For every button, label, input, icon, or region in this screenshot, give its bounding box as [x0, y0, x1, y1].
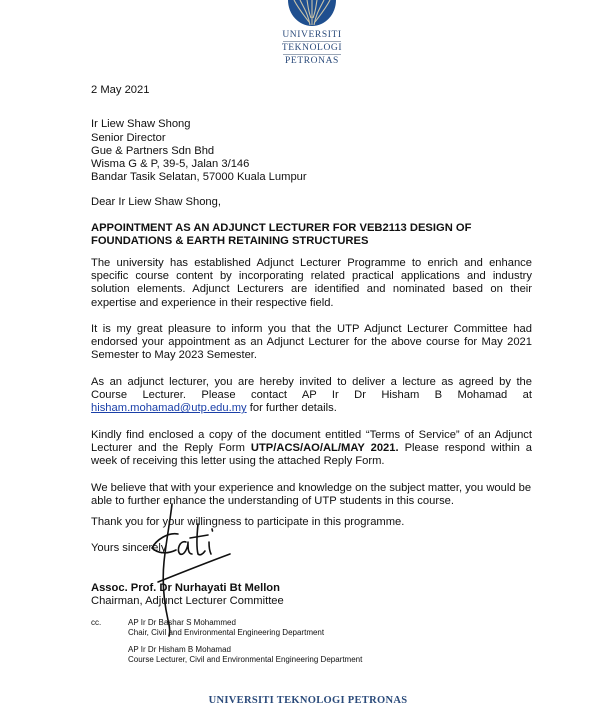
letter-date: 2 May 2021 [91, 84, 150, 96]
paragraph-enclosure-text: Kindly find enclosed a copy of the document entitled “Terms of Service” of an Adjunct Lecturer and the Reply Form [91, 428, 532, 454]
signer-name: Assoc. Prof. Dr Nurhayati Bt Mellon [91, 581, 280, 594]
paragraph-appointment: It is my great pleasure to inform you that the UTP Adjunct Lecturer Committee had endorsed your appointment as an Adjunct Lecturer for the above course for May 2021 Semester to May 2023 Semester. [91, 322, 532, 362]
signer-title: Chairman, Adjunct Lecturer Committee [91, 595, 284, 608]
recipient-address-line-2: Bandar Tasik Selatan, 57000 Kuala Lumpur [91, 171, 307, 184]
recipient-address-line-1: Wisma G & P, 39-5, Jalan 3/146 [91, 158, 250, 171]
cc-label: cc. [91, 618, 102, 628]
cc-name: AP Ir Dr Hisham B Mohamad [128, 645, 231, 655]
logo-line-3: PETRONAS [285, 56, 339, 66]
recipient-company: Gue & Partners Sdn Bhd [91, 144, 215, 157]
footer-university-name: UNIVERSITI TEKNOLOGI PETRONAS [208, 695, 408, 707]
cc-entry [128, 645, 532, 665]
logo-wordmark [272, 30, 352, 66]
cc-entry [128, 618, 532, 638]
recipient-name: Ir Liew Shaw Shong [91, 118, 191, 131]
logo-line-1: UNIVERSITI [282, 30, 342, 40]
recipient-address [91, 118, 532, 184]
paragraph-contact [91, 376, 532, 416]
paragraph-belief: We believe that with your experience and knowledge on the subject matter, you would be able to further enhance the understanding of UTP students in this course. [91, 481, 532, 507]
contact-email-link[interactable]: hisham.mohamad@utp.edu.my [91, 402, 247, 415]
letterhead-logo [272, 0, 352, 66]
cc-role: Course Lecturer, Civil and Environmental Engineering Department [128, 655, 363, 665]
paragraph-contact-tail: for further details. [246, 402, 337, 415]
paragraph-contact-text: As an adjunct lecturer, you are hereby invited to deliver a lecture as agreed by the Course Lecturer. Please contact AP Ir Dr Hisham B Mohamad at [91, 375, 532, 402]
recipient-title: Senior Director [91, 131, 166, 144]
paragraph-programme-intro: The university has established Adjunct Lecturer Programme to enrich and enhance specific course content by incorporating related practical applications and industry solution elements. Adjunct Lecturers are identified and nominated based on their expertise and experience in their respective field. [91, 256, 532, 309]
cc-block [91, 618, 532, 665]
letter-subject: APPOINTMENT AS AN ADJUNCT LECTURER FOR VEB2113 DESIGN OF FOUNDATIONS & EARTH RETAINING STRUCTURES [91, 222, 472, 248]
cc-name: AP Ir Dr Bashar S Mohammed [128, 618, 236, 628]
reply-form-reference: UTP/ACS/AO/AL/MAY 2021. [250, 441, 399, 454]
utp-tree-emblem-icon [286, 0, 338, 30]
signature-area [91, 542, 532, 608]
paragraph-enclosure [91, 429, 532, 469]
cc-role: Chair, Civil and Environmental Engineering Department [128, 628, 325, 638]
logo-line-2: TEKNOLOGI [281, 43, 343, 53]
paragraph-thanks: Thank you for your willingness to participate in this programme. [91, 516, 405, 529]
salutation: Dear Ir Liew Shaw Shong, [91, 195, 221, 208]
signature-space [91, 556, 532, 582]
letter-body [91, 84, 532, 665]
paragraph-enclosure-tail: Please respond within a week of receiving this letter using the attached Reply Form. [91, 441, 532, 468]
closing: Yours sincerely [91, 542, 167, 555]
